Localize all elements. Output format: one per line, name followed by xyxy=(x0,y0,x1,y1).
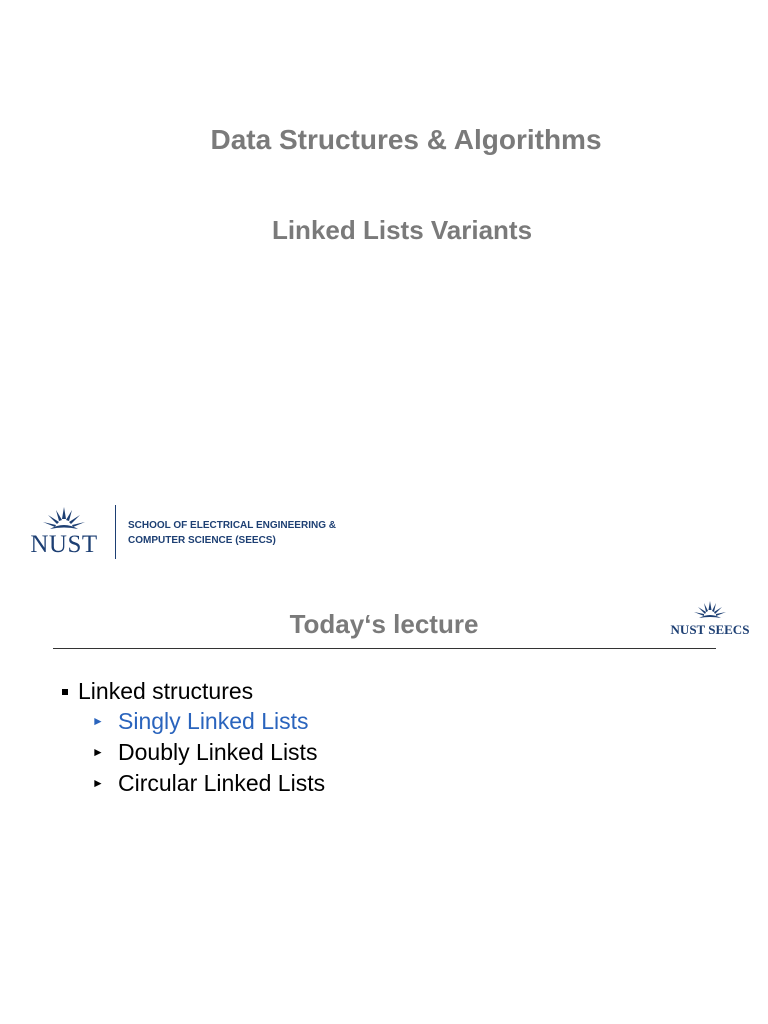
school-name-line-1: SCHOOL OF ELECTRICAL ENGINEERING & xyxy=(128,520,336,531)
bullet-list xyxy=(62,676,325,799)
bullet-text: Linked structures xyxy=(78,678,254,704)
nust-wordmark: NUST xyxy=(30,531,98,558)
sub-bullet-singly xyxy=(92,706,325,737)
triangle-arrow-icon: ► xyxy=(92,714,104,728)
nust-emblem-icon xyxy=(660,600,760,622)
sub-bullet-text: Doubly Linked Lists xyxy=(118,739,318,765)
slide-heading: Today‘s lecture xyxy=(289,609,479,639)
bullet-item xyxy=(62,676,325,706)
lecture-slide xyxy=(0,576,768,1024)
heading-divider xyxy=(53,648,716,649)
school-name xyxy=(128,518,336,548)
nust-logo xyxy=(22,505,106,561)
sub-bullet-circular xyxy=(92,768,325,799)
nust-seecs-wordmark: NUST SEECS xyxy=(670,622,750,637)
school-name-line-2: COMPUTER SCIENCE (SEECS) xyxy=(128,535,276,546)
sub-bullet-text: Singly Linked Lists xyxy=(118,708,309,734)
sub-bullet-doubly xyxy=(92,737,325,768)
bullet-square-icon xyxy=(62,689,68,695)
triangle-arrow-icon: ► xyxy=(92,776,104,790)
nust-seecs-logo xyxy=(660,600,760,640)
sub-bullet-list xyxy=(92,706,325,799)
logo-divider xyxy=(115,505,116,559)
lecture-topic: Linked Lists Variants xyxy=(271,215,533,245)
course-title: Data Structures & Algorithms xyxy=(210,124,602,155)
sub-bullet-text: Circular Linked Lists xyxy=(118,770,326,796)
triangle-arrow-icon: ► xyxy=(92,745,104,759)
